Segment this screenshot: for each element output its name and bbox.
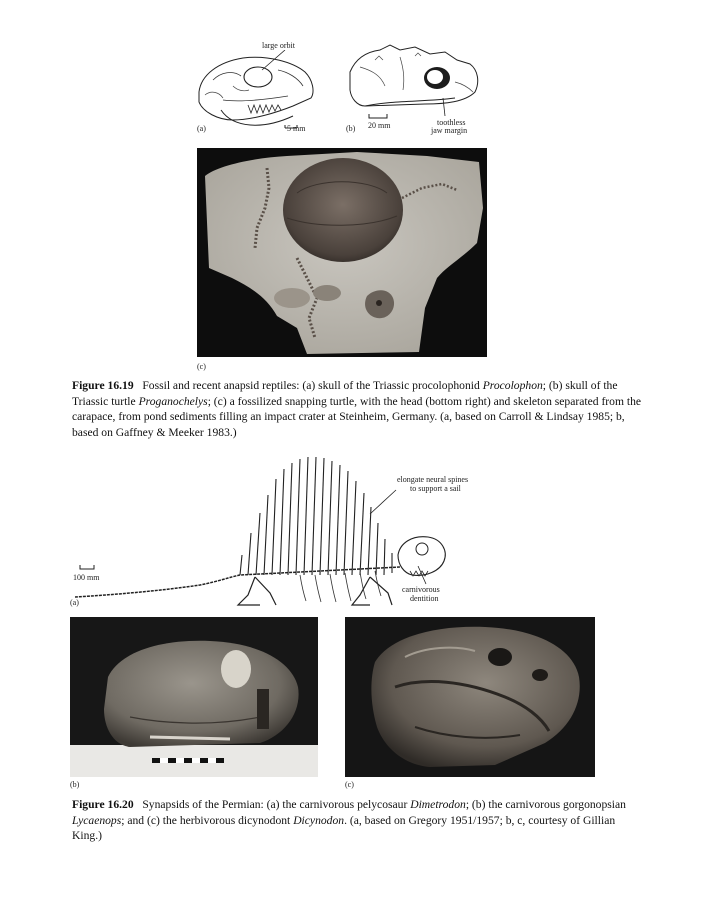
toothless-leader (440, 98, 450, 118)
scale-label-5mm: 5 mm (287, 124, 306, 133)
jaw-margin-label: jaw margin (431, 126, 468, 135)
figure-16-20-caption: Figure 16.20 Synapsids of the Permian: (a) the carnivorous pelycosaur Dimetrodon; (b) the carnivorous gorgonopsian Lycaenops; and (c) the herbivorous dicynodont Dicynodon. (a, based on Gregory 1951/1957; b, c, courtesy of Gillian King.) (72, 798, 626, 843)
neural-spines-label-line2: to support a sail (410, 484, 461, 493)
figure-number: Figure 16.19 (72, 379, 134, 392)
fossil-turtle-photo (197, 148, 487, 357)
scale-label-100mm: 100 mm (73, 573, 100, 582)
scale-bar-20mm (368, 114, 388, 120)
proganochelys-skull-drawing (345, 42, 485, 112)
dentition-label: dentition (410, 594, 439, 603)
carnivorous-label: carnivorous (402, 585, 440, 594)
large-orbit-label: large orbit (262, 41, 295, 50)
panel-label-a-16-20: (a) (70, 598, 79, 607)
scale-bar-100mm (79, 565, 95, 571)
panel-label-b-16-20: (b) (70, 780, 80, 789)
figure-number: Figure 16.20 (72, 798, 134, 811)
neural-spines-leader (364, 488, 404, 518)
large-orbit-leader (250, 50, 290, 80)
panel-label-c: (c) (197, 362, 206, 371)
scale-label-20mm: 20 mm (368, 121, 391, 130)
figure-16-19-caption: Figure 16.19 Fossil and recent anapsid reptiles: (a) skull of the Triassic procolophonid Procolophon; (b) skull of the Triassic turtle Proganochelys; (c) a fossilized snapping turtle, with the head (bottom right) and skeleton separated from the carapace, from pond sediments filling an impact crater at Steinheim, Germany. (a, based on Carroll & Lindsay 1985; b, based on Gaffney & Meeker 1983.) (72, 379, 642, 439)
neural-spines-label-line1: elongate neural spines (397, 475, 469, 484)
dicynodon-skull-photo (345, 617, 595, 777)
toothless-label: toothless (437, 118, 466, 127)
dentition-leader (416, 566, 436, 586)
panel-label-a: (a) (197, 124, 206, 133)
panel-label-c-16-20: (c) (345, 780, 354, 789)
lycaenops-skull-photo (70, 617, 318, 777)
panel-label-b: (b) (346, 124, 356, 133)
